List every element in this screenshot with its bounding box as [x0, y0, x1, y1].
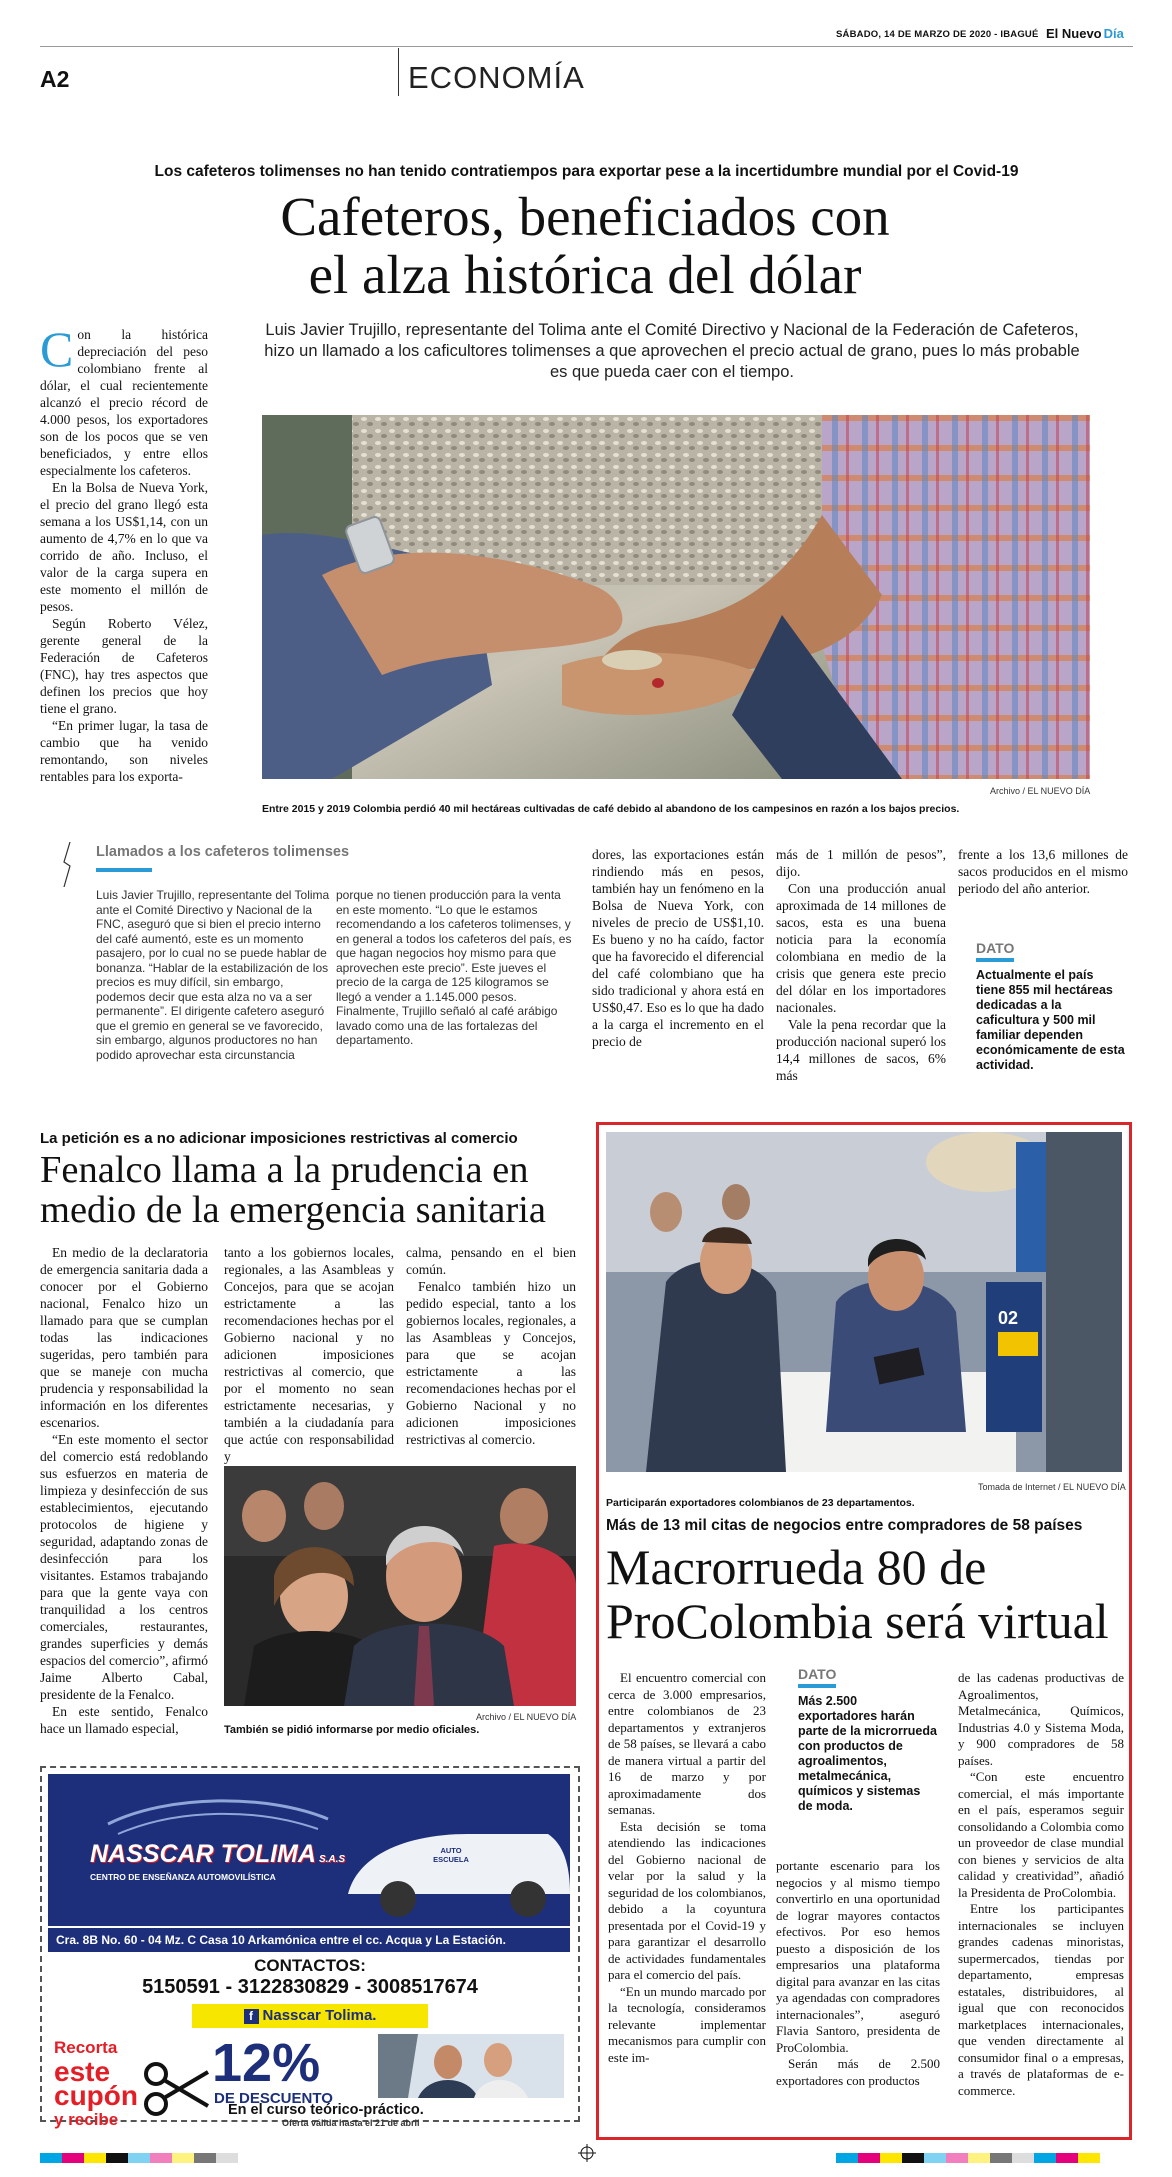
procolombia-stand-sign: 02 — [998, 1308, 1019, 1328]
procolombia-col1-p3: “En un mundo marcado por la tecnología, consideramos relevante implementar mecanismos para cumplir con este im- — [608, 1983, 766, 2065]
ad-car-sign: AUTO ESCUELA — [433, 1846, 469, 1864]
main-left-p2: En la Bolsa de Nueva York, el precio del grano llegó esta semana a los US$1,14, con un aumento de 4,7% en lo que va corrido de año. Incluso, el valor de la carga supera en este momento el millón de pesos. — [40, 480, 208, 614]
print-colorbar-left — [40, 2148, 238, 2167]
page-number: A2 — [40, 66, 70, 92]
ad-coupon-line2: este — [54, 2056, 111, 2087]
sidebar-title: Llamados a los cafeteros tolimenses — [96, 844, 350, 860]
section-title: ECONOMÍA — [408, 60, 585, 95]
procolombia-headline-line1: Macrorrueda 80 de — [606, 1539, 987, 1595]
dateline: SÁBADO, 14 DE MARZO DE 2020 - IBAGUÉ — [836, 29, 1039, 40]
main-kicker: Los cafeteros tolimenses no han tenido contratiempos para exportar pese a la incertidumbre mundial por el Covid-19 — [154, 163, 1019, 180]
brand-logo — [1046, 26, 1124, 41]
ad-coupon-line3: cupón — [54, 2080, 138, 2111]
sidebar-col1: Luis Javier Trujillo, representante del Tolima ante el Comité Directivo y Nacional de la FNC, aseguró que si bien el precio interno del café aumentó, este es un momento pasajero, por lo cual no se puede hablar de bonanza. “Hablar de la estabilización de los precios es muy difícil, sin embargo, podemos decir que esta alza no va a ser permanente”. El dirigente cafetero aseguró que el gremio en general se ve favorecido, sin embargo, algunos productores no han podido aprovechar esta circunstancia — [96, 888, 330, 1062]
procolombia-col1 — [608, 1670, 766, 2066]
main-col4 — [776, 846, 946, 1084]
procolombia-photo-credit: Tomada de Internet / EL NUEVO DÍA — [978, 1482, 1126, 1492]
main-col4-p3: Vale la pena recordar que la producción nacional superó los 14,4 millones de sacos, 6% más — [776, 1017, 946, 1083]
fenalco-kicker: La petición es a no adicionar imposiciones restrictivas al comercio — [40, 1130, 518, 1147]
fenalco-col1-p2: “En este momento el sector del comercio está redoblando sus esfuerzos en materia de limpieza y desinfección de sus establecimientos, ejecutando protocolos de higiene y seguridad, adaptando zonas de desinfección para los visitantes. Estamos trabajando para que la gente vaya con tranquilidad a los centros comerciales, restaurantes, grandes superficies y demás espacios del comercio”, afirmó Jaime Alberto Cabal, presidente de la Fenalco. — [40, 1432, 208, 1702]
procolombia-headline-line2: ProColombia será virtual — [606, 1593, 1109, 1649]
ad-coupon-callout — [54, 2036, 138, 2132]
ad-brand — [90, 1840, 345, 1869]
fenalco-col1 — [40, 1244, 208, 1737]
ad-facebook: Nasscar Tolima. — [262, 2007, 377, 2024]
ad-coupon-line4: y recibe — [54, 2110, 119, 2129]
drop-cap: C — [40, 321, 74, 377]
sidebar-col2: porque no tienen producción para la venta en este momento. “Lo que le estamos recomendando a los cafeteros tolimenses, y en general a todos los cafeteros del país, es que hagan negocios hoy mismo para que aprovechen este precio”. Este jueves el precio de la carga de 125 kilogramos se llegó a vender a 1.145.000 pesos. Finalmente, Trujillo señaló al café arábigo lavado como una de las fortalezas del departamento. — [336, 888, 572, 1047]
ad-facebook-bar[interactable] — [192, 2004, 428, 2028]
bracket-icon — [60, 842, 72, 887]
section-divider — [398, 48, 399, 96]
main-headline — [140, 188, 1030, 304]
registration-mark-icon — [578, 2144, 596, 2166]
fenalco-photo — [224, 1466, 576, 1706]
main-headline-line2: el alza histórica del dólar — [308, 244, 862, 305]
dato-label: DATO — [976, 940, 1015, 956]
procolombia-col1-p1: El encuentro comercial con cerca de 3.000 empresarios, entre colombianos de 23 departamentos y extranjeros de 58 países, se llevará a cabo de manera virtual a partir del 16 de marzo y por aproximadamente dos semanas. — [608, 1670, 766, 1817]
ad-top-banner — [48, 1774, 570, 1926]
ad-driver-photo — [378, 2034, 564, 2098]
procolombia-kicker: Más de 13 mil citas de negocios entre compradores de 58 países — [606, 1517, 1083, 1534]
procolombia-col2-p2: Serán más de 2.500 exportadores con productos — [776, 2056, 940, 2088]
brand-logo-a: El Nuevo — [1046, 26, 1102, 41]
fenalco-photo-illustration — [224, 1466, 576, 1706]
fenalco-headline-line2: medio de la emergencia sanitaria — [40, 1189, 546, 1231]
procolombia-col3-p3: Entre los participantes internacionales se incluyen grandes cadenas minoristas, supermercados, tiendas por departamento, empresas estatales, distribuidores, al igual que con reconocidos marketplaces internacionales, que venden directamente al consumidor final o a empresas, a través de plataformas de e-commerce. — [958, 1901, 1124, 2098]
procolombia-col3-p2: “Con este encuentro comercial, el más importante en el país, esperamos seguir consolidando a Colombia como un proveedor de clase mundial con bienes y servicios de alta calidad y creatividad”, añadió la Presidenta de ProColombia. — [958, 1769, 1124, 1900]
fenalco-photo-caption: También se pidió informarse por medio oficiales. — [224, 1724, 480, 1736]
ad-brand-name: NASSCAR TOLIMA — [90, 1840, 316, 1868]
procolombia-photo-illustration — [606, 1132, 1122, 1472]
procolombia-dato-text: Más 2.500 exportadores harán parte de la microrrueda con productos de agroalimentos, metalmecánica, químicos y sistemas de moda. — [798, 1694, 937, 1813]
fenalco-col3-p1: calma, pensando en el bien común. — [406, 1245, 576, 1277]
masthead-rule — [40, 46, 1133, 47]
ad-coupon[interactable] — [40, 1766, 580, 2129]
coffee-photo-caption: Entre 2015 y 2019 Colombia perdió 40 mil hectáreas cultivadas de café debido al abandono de los campesinos en razón a los bajos precios. — [262, 803, 960, 815]
procolombia-dato-underline — [798, 1684, 836, 1688]
dato-underline — [976, 958, 1014, 962]
main-left-p4: “En primer lugar, la tasa de cambio que ha venido remontando, son niveles rentables para los exporta- — [40, 718, 208, 784]
procolombia-dato-label: DATO — [798, 1666, 837, 1682]
facebook-icon: f — [244, 2009, 259, 2024]
fenalco-col1-p1: En medio de la declaratoria de emergencia sanitaria dada a conocer por el Gobierno nacional, Fenalco hizo un llamado para que se cumplan todas las indicaciones sugeridas, pero también para que se maneje con mucha prudencia y responsabilidad la información en los diferentes escenarios. — [40, 1245, 208, 1430]
main-col5: frente a los 13,6 millones de sacos producidos en el mismo periodo del año anterior. — [958, 847, 1128, 896]
ad-brand-suffix: S.A.S — [318, 1854, 346, 1865]
ad-address: Cra. 8B No. 60 - 04 Mz. C Casa 10 Arkamónica entre el cc. Acqua y La Estación. — [48, 1926, 570, 1952]
ad-valid: Oferta válida hasta el 21 de abril — [282, 2118, 420, 2128]
coffee-photo-credit: Archivo / EL NUEVO DÍA — [990, 786, 1091, 796]
ad-course: En el curso teórico-práctico. — [228, 2102, 424, 2118]
procolombia-col2-p1: portante escenario para los negocios y al mismo tiempo convertirlo en una oportunidad de lograr mayores contactos efectivos. Por eso hemos puesto a disposición de los empresarios una plataforma digital para avanzar en las citas ya agendadas con compradores internacionales”, aseguró Flavia Santoro, presidenta de ProColombia. — [776, 1858, 940, 2055]
main-col4-p2: Con una producción anual aproximada de 14 millones de sacos, esta es una buena noticia para la economía colombiana en medio de la crisis que genera este precio del dólar en los importadores nacionales. — [776, 881, 946, 1015]
fenalco-col3-p2: Fenalco también hizo un pedido especial, tanto a los gobiernos locales, regionales, a las Asambleas y Concejos, para que se acojan estrictamente a las recomendaciones hechas por el Gobierno Nacional y no adicionen imposiciones restrictivas al comercio. — [406, 1279, 576, 1447]
coffee-photo-illustration — [262, 415, 1090, 779]
procolombia-col1-p2: Esta decisión se toma atendiendo las indicaciones del Gobierno nacional de velar por la salud y la seguridad de los colombianos, debido a la coyuntura presentada por el Covid-19 y para garantizar el desarrollo de actividades fundamentales para el comercio del país. — [608, 1818, 766, 1982]
ad-discount-label: DE DESCUENTO — [214, 2090, 333, 2107]
ad-discount: 12% — [212, 2033, 321, 2093]
main-left-p1: on la histórica depreciación del peso colombiano frente al dólar, el cual recientemente alcanzó el precio récord de 4.000 pesos, los exportadores son de los pocos que se ven beneficiados, y entre ellos especialmente los cafeteros. — [40, 327, 208, 478]
fenalco-col3 — [406, 1244, 576, 1448]
main-left-p3: Según Roberto Vélez, gerente general de la Federación de Cafeteros (FNC), hay tres aspectos que definen los precios que hoy tiene el grano. — [40, 616, 208, 716]
procolombia-headline — [606, 1540, 1126, 1648]
fenalco-photo-credit: Archivo / EL NUEVO DÍA — [476, 1712, 577, 1722]
ad-subtitle: CENTRO DE ENSEÑANZA AUTOMOVILÍSTICA — [90, 1872, 276, 1882]
main-col3: dores, las exportaciones están rindiendo más en pesos, también hay un fenómeno en la Bolsa de Nueva York, con niveles de precio de US$1,10. Es bueno y no ha caído, factor que ha favorecido el diferencial del café colombiano que ha sido tradicional y ahora está en US$0,47. Eso es lo que ha dado a la carga el incremento en el precio de — [592, 847, 764, 1049]
brand-logo-b: Día — [1103, 26, 1124, 41]
print-colorbar-right — [836, 2148, 1100, 2167]
scissors-icon — [142, 2058, 212, 2122]
sidebar-title-underline — [96, 868, 152, 872]
ad-coupon-line1: Recorta — [54, 2038, 118, 2057]
procolombia-col2 — [776, 1858, 940, 2089]
coffee-photo — [262, 415, 1090, 779]
main-left-column — [40, 321, 208, 785]
fenalco-col2: tanto a los gobiernos locales, regionales, a las Asambleas y Concejos, para que se acojan estrictamente a las recomendaciones hechas por el Gobierno nacional y no adicionen imposiciones restrictivas al comercio, que por el momento no sean estrictamente necesarias, y también a la ciudadanía para que actúe con responsabilidad y — [224, 1245, 394, 1464]
main-headline-line1: Cafeteros, beneficiados con — [280, 186, 890, 247]
dato-text: Actualmente el país tiene 855 mil hectáreas dedicadas a la caficultura y 500 mil familiar dependen económicamente de esta actividad. — [976, 968, 1125, 1072]
procolombia-photo-caption: Participarán exportadores colombianos de 23 departamentos. — [606, 1497, 915, 1509]
fenalco-headline — [40, 1150, 600, 1230]
fenalco-headline-line1: Fenalco llama a la prudencia en — [40, 1149, 529, 1191]
ad-contacts-label: CONTACTOS: — [254, 1956, 366, 1975]
procolombia-col3-p1: de las cadenas productivas de Agroalimentos, Metalmecánica, Químicos, Industrias 4.0 y Sistema Moda, y 900 compradores de 58 países. — [958, 1670, 1124, 1768]
main-dek: Luis Javier Trujillo, representante del Tolima ante el Comité Directivo y Nacional de la Federación de Cafeteros, hizo un llamado a los caficultores tolimenses a que aprovechen el precio actual de grano, pues lo más probable es que pueda caer con el tiempo. — [264, 321, 1080, 381]
main-col4-p1: más de 1 millón de pesos”, dijo. — [776, 847, 946, 879]
procolombia-photo — [606, 1132, 1122, 1472]
fenalco-col1-p3: En este sentido, Fenalco hace un llamado especial, — [40, 1704, 208, 1736]
sidebar-bracket — [60, 842, 72, 887]
procolombia-col3 — [958, 1670, 1124, 2099]
ad-phones: 5150591 - 3122830829 - 3008517674 — [142, 1976, 478, 1998]
